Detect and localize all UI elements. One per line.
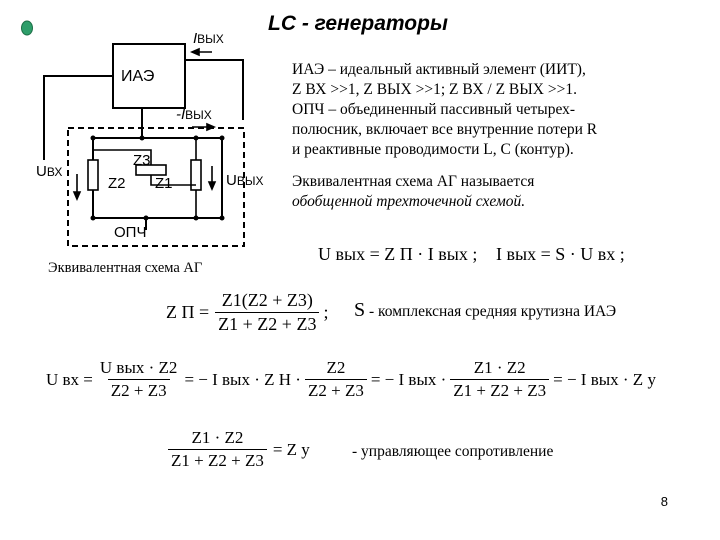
i-out-formula: I вых = S · U вх ; (496, 244, 625, 264)
desc-line: ИАЭ – идеальный активный элемент (ИИТ), (292, 61, 586, 78)
u-out-formula: U вых = Z П · I вых ; (318, 244, 478, 264)
desc-line: обобщенной трехточечной схемой. (292, 193, 526, 210)
z3-label: Z3 (133, 152, 151, 169)
zy-description: - управляющее сопротивление (352, 443, 554, 460)
desc-line: и реактивные проводимости L, C (контур). (292, 141, 574, 158)
u-out-label: UВЫХ (226, 172, 264, 189)
description (292, 60, 700, 212)
desc-line: Z ВХ >>1, Z ВЫХ >>1; Z ВХ / Z ВЫХ >>1. (292, 81, 577, 98)
z2-label: Z2 (108, 175, 126, 192)
zy-formula: $\frac{Z1 \cdot Z2}{Z1 + Z2 + Z3}$ = Z у (168, 428, 310, 471)
z2-resistor (88, 160, 98, 190)
desc-line: полюсник, включает все внутренние потери R (292, 121, 598, 138)
i-out-minus-label: -IВЫХ (176, 106, 212, 123)
page-title: LC - генераторы (268, 12, 448, 35)
desc-line: Эквивалентная схема АГ называется (292, 173, 535, 190)
uvx-fraction-3: $\frac{Z1 \cdot Z2}{Z1 + Z2 + Z3}$ (450, 358, 549, 401)
uvx-fraction-2: $\frac{Z2}{Z2 + Z3}$ (305, 358, 367, 401)
uvx-fraction-1: $\frac{\text{U вых · Z2}}{Z2 + Z3}$ (99, 358, 178, 400)
z1-label: Z1 (155, 175, 173, 192)
u-in-formula: U вх = $\frac{\text{U вых · Z2}}{Z2 + Z3}$ = − I вых · Z Н · $\frac{Z2}{Z2 + Z3}$ = − I вых · $\frac{Z1 \cdot Z2}{Z1 + Z2 + Z3}$ = − I вых · Z у (46, 358, 656, 400)
zp-formula: Z П = $\frac{Z1(Z2 + Z3)}{Z1 + Z2 + Z3}$ ; (166, 290, 329, 334)
page-number: 8 (660, 494, 668, 509)
s-description: S - комплексная средняя крутизна ИАЭ (354, 299, 617, 321)
i-out-top-label: IВЫХ (193, 30, 224, 47)
zp-fraction: $\frac{Z1(Z2 + Z3)}{Z1 + Z2 + Z3}$ (215, 290, 319, 335)
u-in-label: UВХ (36, 163, 63, 180)
opch-label: ОПЧ (114, 224, 147, 241)
iae-label: ИАЭ (121, 68, 155, 85)
zy-fraction: $\frac{Z1 \cdot Z2}{Z1 + Z2 + Z3}$ (168, 428, 267, 471)
circuit-caption: Эквивалентная схема АГ (48, 260, 203, 276)
desc-line: ОПЧ – объединенный пассивный четырех- (292, 101, 576, 118)
